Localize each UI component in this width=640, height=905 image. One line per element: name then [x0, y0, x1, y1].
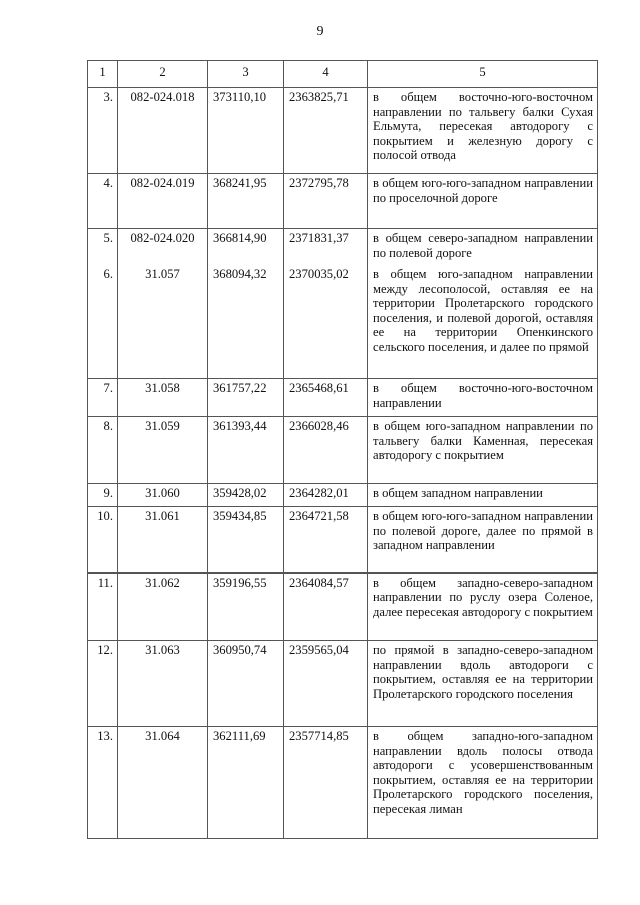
table-row: [88, 727, 598, 839]
row-number: 5.: [88, 229, 118, 265]
x-coordinate: 361757,22: [208, 379, 284, 417]
table-row: [88, 641, 598, 727]
y-coordinate: 2363825,71: [284, 88, 368, 174]
table-row: [88, 507, 598, 573]
row-number: 3.: [88, 88, 118, 174]
x-coordinate: 359434,85: [208, 507, 284, 573]
boundary-description: в общем западно-северо-западном направлении по руслу озера Соленое, далее пересекая автодорогу с покрытием: [368, 573, 598, 641]
row-number: 13.: [88, 727, 118, 839]
table-row: [88, 484, 598, 507]
y-coordinate: 2371831,37: [284, 229, 368, 265]
row-number: 12.: [88, 641, 118, 727]
boundary-description: в общем восточно-юго-восточном направлении: [368, 379, 598, 417]
row-number: 9.: [88, 484, 118, 507]
header-cell-3: 3: [208, 61, 284, 88]
boundary-description: в общем западном направлении: [368, 484, 598, 507]
row-number: 7.: [88, 379, 118, 417]
x-coordinate: 360950,74: [208, 641, 284, 727]
point-code: 31.057: [118, 265, 208, 379]
x-coordinate: 359428,02: [208, 484, 284, 507]
table-row: [88, 88, 598, 174]
table-row: [88, 417, 598, 484]
y-coordinate: 2366028,46: [284, 417, 368, 484]
y-coordinate: 2364282,01: [284, 484, 368, 507]
row-number: 10.: [88, 507, 118, 573]
x-coordinate: 361393,44: [208, 417, 284, 484]
header-cell-5: 5: [368, 61, 598, 88]
table-row: [88, 174, 598, 229]
point-code: 31.059: [118, 417, 208, 484]
table-row: [88, 379, 598, 417]
x-coordinate: 362111,69: [208, 727, 284, 839]
x-coordinate: 373110,10: [208, 88, 284, 174]
point-code: 31.063: [118, 641, 208, 727]
header-cell-2: 2: [118, 61, 208, 88]
table-row: [88, 229, 598, 265]
y-coordinate: 2365468,61: [284, 379, 368, 417]
boundary-description: в общем юго-юго-западном направлении по проселочной дороге: [368, 174, 598, 229]
point-code: 31.058: [118, 379, 208, 417]
table-row: [88, 265, 598, 379]
row-number: 11.: [88, 573, 118, 641]
boundary-description: в общем западно-юго-западном направлении вдоль полосы отвода автодороги с усовершенствованным покрытием, оставляя ее на территории Пролетарского городского поселения, пересекая лиман: [368, 727, 598, 839]
y-coordinate: 2372795,78: [284, 174, 368, 229]
boundary-description: в общем юго-юго-западном направлении по полевой дороге, далее по прямой в западном направлении: [368, 507, 598, 573]
point-code: 082-024.020: [118, 229, 208, 265]
header-cell-1: 1: [88, 61, 118, 88]
y-coordinate: 2370035,02: [284, 265, 368, 379]
boundary-description: в общем юго-западном направлении по тальвегу балки Каменная, пересекая автодорогу с покрытием: [368, 417, 598, 484]
y-coordinate: 2359565,04: [284, 641, 368, 727]
row-number: 8.: [88, 417, 118, 484]
point-code: 31.064: [118, 727, 208, 839]
x-coordinate: 368094,32: [208, 265, 284, 379]
header-cell-4: 4: [284, 61, 368, 88]
y-coordinate: 2364721,58: [284, 507, 368, 573]
y-coordinate: 2364084,57: [284, 573, 368, 641]
boundary-description: по прямой в западно-северо-западном направлении вдоль автодороги с покрытием, оставляя ее на территории Пролетарского городского поселения: [368, 641, 598, 727]
row-number: 6.: [88, 265, 118, 379]
boundary-description: в общем юго-западном направлении между лесополосой, оставляя ее на территории Пролетарского городского поселения, и полевой дорогой, оставляя ее на территории Опенкинского сельского поселения, и далее по прямой: [368, 265, 598, 379]
table-row: [88, 573, 598, 641]
point-code: 082-024.019: [118, 174, 208, 229]
point-code: 31.060: [118, 484, 208, 507]
x-coordinate: 359196,55: [208, 573, 284, 641]
boundary-description: в общем восточно-юго-восточном направлении по тальвегу балки Сухая Ельмута, пересекая автодорогу с покрытием и железную дорогу с полосой отвода: [368, 88, 598, 174]
y-coordinate: 2357714,85: [284, 727, 368, 839]
boundary-description: в общем северо-западном направлении по полевой дороге: [368, 229, 598, 265]
page-number: 9: [316, 24, 324, 39]
row-number: 4.: [88, 174, 118, 229]
x-coordinate: 366814,90: [208, 229, 284, 265]
point-code: 082-024.018: [118, 88, 208, 174]
point-code: 31.061: [118, 507, 208, 573]
x-coordinate: 368241,95: [208, 174, 284, 229]
table-header-row: [88, 61, 598, 88]
boundary-points-table: [87, 60, 598, 839]
point-code: 31.062: [118, 573, 208, 641]
